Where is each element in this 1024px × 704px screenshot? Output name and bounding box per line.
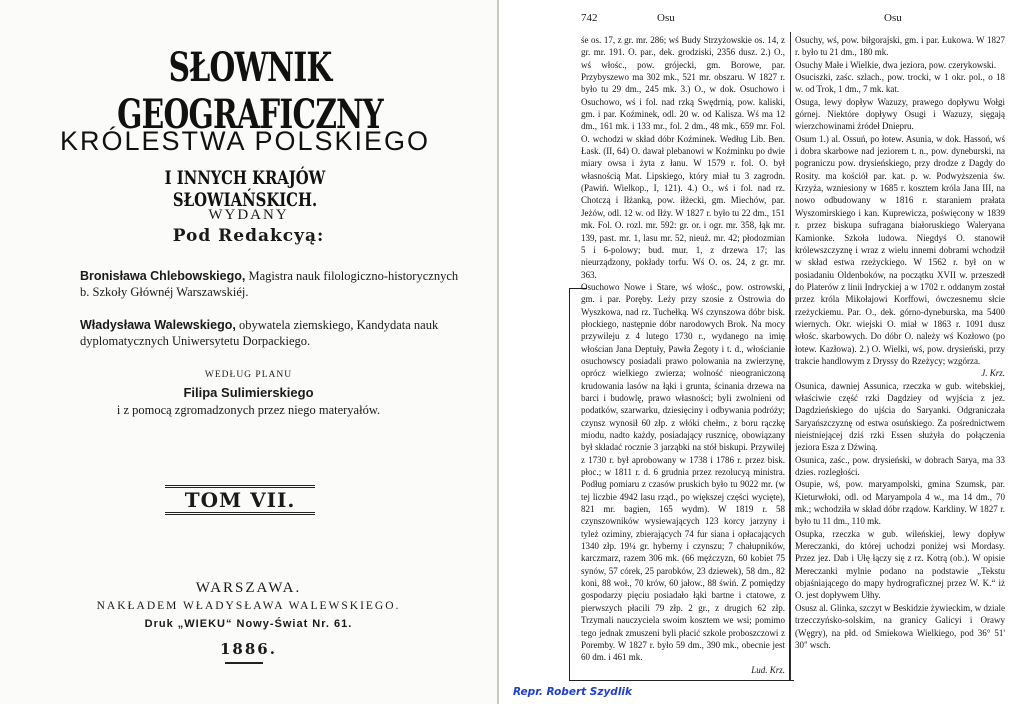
editor-entry: [80, 268, 460, 300]
printer-line: Druk „WIEKU“ Nowy-Świat Nr. 61.: [144, 618, 353, 630]
running-head-right: Osu: [884, 12, 902, 24]
entry-text: Osum 1.) al. Ossuń, po łotew. Asunia, w dok. Hassoń, wś i dobra skarbowe nad jeziorem t. n., pow. dyneburski, na pograniczu pow. drysieńskiego, przy drodze z Dagdy do Rosity. ma kościół par. kat. p. w. Podwyższenia św. Krzyża, wzniesiony w 1685 r. kosztem króla Jana III, na nowo odbudowany w 1816 r. staraniem prałata Wyszomirskiego i kan. Kuprewicza, poświęcony w 1839 r. przez biskupa sufragana białoruskiego Waleryana Kamionke. Szkoła ludowa. Niegdyś O. stanowił królewszczyznę i wraz z wielu innemi dobrami wchodził w skład estwa rzeżyckiego. W 1562 r. był on w posiadaniu Oldenboków, na początku XVII w. przeszedł do Platerów z linii Indryckiej a w 1702 r. oddanym został przez króla Mikołajowi Korffowi, ówczesnemu słcie rzeżyckiemu. Par. O., dek. górno-dyneburska, ma 5400 wiernych. Okr. wiejski O. miał w 1863 r. 1091 dusz włośc. skarbowych. Do dóbr O. należy wś Kozłowo (po łotew. Kazłowa). 2.) O. Wielki, wś, pow. drysieński, przy trakcie handlowym z Dryssy do Rzeżycy; wzgórza.: [795, 133, 1005, 366]
entry-text: Osunica, zaśc., pow. drysieński, w dobrach Sarya, ma 33 dzies. rozległości.: [795, 454, 1005, 478]
author-signature: J. Krz.: [981, 368, 1005, 379]
entry-text: Osuga, lewy dopływ Wazuzy, prawego dopływu Wołgi górnej. Niektóre dopływy Osugi i Wazuzy, sięgają wierzchowinami źródeł Dniepru.: [795, 96, 1005, 132]
editor-description: obywatela ziemskiego, Kandydata nauk dyplomatycznych Uniwersytetu Dorpackiego.: [80, 318, 439, 348]
materials-note: i z pomocą zgromadzonych przez niego materyałów.: [116, 403, 381, 417]
highlight-frame: [789, 288, 790, 680]
plan-label: WEDŁUG PLANU: [204, 370, 293, 380]
book-subtitle-secondary: I INNYCH KRAJÓW SŁOWIAŃSKICH.: [164, 167, 326, 211]
entry-text: Osuciszki, zaśc. szlach., pow. trocki, w 1 okr. pol., o 18 w. od Trok, 1 dm., 7 mk. kat.: [795, 72, 1005, 95]
editor-name: Bronisława Chlebowskiego,: [80, 269, 246, 283]
text-column-left: [581, 34, 785, 682]
text-column-right: [795, 34, 1005, 682]
reproduction-credit: Repr. Robert Szydlik: [513, 686, 633, 698]
entry-text-highlighted: Osuchowo Nowe i Stare, wś włośc., pow. ostrowski, gm. i par. Poręby. Leży przy szosie z Ostrowia do Wyszkowa, nad rz. Tuchełką. Wś czynszowa dóbr bisk. płockiego, następnie dóbr narodowych Brok. Na mocy przywileju z 4 lutego 1730 r., wydanego na imię włościan Jana Deptuły, Pawła Żegoty i t. d., włościanie osuchowscy posiadali prawo polowania na zwierzynę, oprócz wielkiego zwierza; wolność nieograniczoną krudowania lasów na łąki i grunta, ścinania drzewa na barci i budowlę, prawo własności; byli zwolnieni od podatków, szarwarku, dziesięciny i odbywania podróży; czynsz wynosił 60 złp. z włóki chełm., z boru rączkę miodu, nadto każdy, posiadający rusznicę, obowiązany był składać rocznie 3 jarząbki na stół biskupi. Przywilej z 1730 r. był aprobowany w 1738 i 1786 r. przez bisk. płoc.; w 1811 r. d. 6 grudnia przez rezolucyą ministra. Podług pomiaru z czasów pruskich było tu 9022 mr. (w tej liczbie 4942 lasu rząd., po większej części wycięte), 821 mr. bagien, 165 wydm). W 1819 r. 58 czynszowników wysiewających 123 korcy jarzyny i tyleż oziminy, zbierających 74 fur siana i opłacających 1340 złp. 19¼ gr. hyberny i czynszu; 7 chałupników, karczmarz, razem 306 mk. (66 mężczyzn, 60 kobiet 75 synów, 57 córek, 25 parobków, 23 dziewek), 58 dm., 82 koni, 88 woł., 70 krów, 60 jałow., 88 świń. Z pomiędzy gospodarzy pięciu posiadało łąki bartne i ctatowe, z pierwszych płacili 79 złp. 2 gr., z drugich 62 złp. Trzymali nauczyciela swoim kosztem we wsi; pomimo tego jednak zmuszeni byli płacić szkole proboszczowi z Poremby. W 1827 r. było 59 dm., 390 mk., obecnie jest 60 dm. i 461 mk.: [581, 281, 785, 663]
entry-text: Osunica, dawniej Assunica, rzeczka w gub. witebskiej, właściwie część rzki Dagdziey od wyjścia z jez. Dagdzieńskiego do ujścia do Saryanki. Odgraniczała Saryańszczyznę od estwa osuńskiego. Za pośrednictwem nieistniejącej dziś rzki Essen służyła do połączenia jeziora Esza z Dźwiną.: [795, 380, 1005, 453]
entry-text: Osupie, wś, pow. maryampolski, gmina Szumsk, par. Kieturwłoki, odl. od Maryampola 4 w., ma 14 dm., 70 mk.; wchodziła w skład dóbr rządow. Karkliny. W 1827 r. było tu 11 dm., 110 mk.: [795, 479, 1005, 527]
entry-text: śe os. 17, z gr. mr. 286; wś Budy Strzyżowskie os. 14, z gr. mr. 191. O. par., dek. grodziski, 2356 dusz. 2.) O., wś włośc., pow. grójecki, gm. Borowe, par. Przybyszewo ma 302 mk., 521 mr. obszaru. W 1827 r. było tu 29 dm., 245 mk. 3.) O., w dok. Osuchowo i Osuchowo, wś i fol. nad rzką Swędrnią, pow. kaliski, gm. i par. Koźminek, odl. 20 w. od Kalisza. Wś ma 12 dm., 161 mk. i 133 mr., fol. 2 dm., 48 mk., 659 mr. Fol. O. wchodzi w skład dóbr Koźminek. Według Lib. Ben. Łask. (II, 64) O. dawał plebanowi w Koźminku po dwie miary owsa i żyta z łanu. W 1579 r. fol. O. był własnością Mat. Lipskiego, który miał tu 3 zagrodn. (Pawiń. Wielkop., I, 121). 4.) O., wś i fol. nad rz. Chotczą i Iłżanką, pow. iłżecki, gm. Miechów, par. Jeżów, odl. 12 w. od Iłży. W 1827 r. było tu 22 dm., 151 mk. Fol. O. rozl. mr. 592: gr. or. i ogr. mr. 358, łąk mr. 139, past. mr. 1, lasu mr. 52, nieuż. mr. 42; płodozmian 5 i 6-polowy; bud. mur. 1, z drzewa 17; las nieurządzony, pokłady torfu. Wś O. os. 24, z gr. mr. 363.: [581, 35, 785, 280]
title-page: [0, 0, 497, 704]
volume-label: TOM VII.: [165, 485, 315, 515]
author-signature: Lud. Krz.: [751, 664, 785, 675]
editor-entry: [80, 317, 460, 349]
published-label: WYDANY: [208, 207, 289, 223]
editor-name: Władysława Walewskiego,: [80, 318, 236, 332]
entry-text: Osuchy, wś, pow. biłgorajski, gm. i par. Łukowa. W 1827 r. było tu 21 dm., 180 mk.: [795, 35, 1005, 58]
book-subtitle: KRÓLESTWA POLSKIEGO: [59, 126, 431, 156]
dictionary-page: [499, 0, 1024, 704]
planner-name: Filipa Sulimierskiego: [183, 385, 314, 400]
running-head-left: Osu: [657, 12, 675, 24]
editor-description: Magistra nauk filologiczno-historycznych b. Szkoły Głównéj Warszawskiéj.: [80, 269, 459, 299]
editorship-label: Pod Redakcyą:: [172, 226, 325, 246]
book-title: SŁOWNIK GEOGRAFICZNY: [117, 44, 383, 138]
entry-text: Osupka, rzeczka w gub. wileńskiej, lewy dopływ Mereczanki, do której uchodzi poniżej wsi Mordasy. Przez jez. Dab i Ułę łączy się z rz. Kotrą (ob.). W opisie Mereczanki mylnie podano na podstawie „Tekstu objaśniającego do mapy hydrograficznej przez W. K.“ iż O. jest dopływem Ułhy.: [795, 528, 1005, 601]
column-divider: [790, 32, 791, 680]
publisher-line: NAKŁADEM WŁADYSŁAWA WALEWSKIEGO.: [96, 600, 401, 612]
publication-city: WARSZAWA.: [195, 580, 302, 596]
entry-text: Osuchy Małe i Wielkie, dwa jeziora, pow. czerykowski.: [795, 59, 997, 70]
publication-year: 1886.: [220, 640, 277, 658]
page-number: 742: [581, 12, 598, 24]
entry-text: Osusz al. Glinka, szczyt w Beskidzie żywieckim, w dziale trzecczyńsko-solskim, na granicy Galicyi i Orawy (Węgry), na płd. od Smiekowa Wielkiego, pod 36° 51' 30" wsch.: [795, 602, 1005, 650]
divider: [225, 662, 263, 664]
